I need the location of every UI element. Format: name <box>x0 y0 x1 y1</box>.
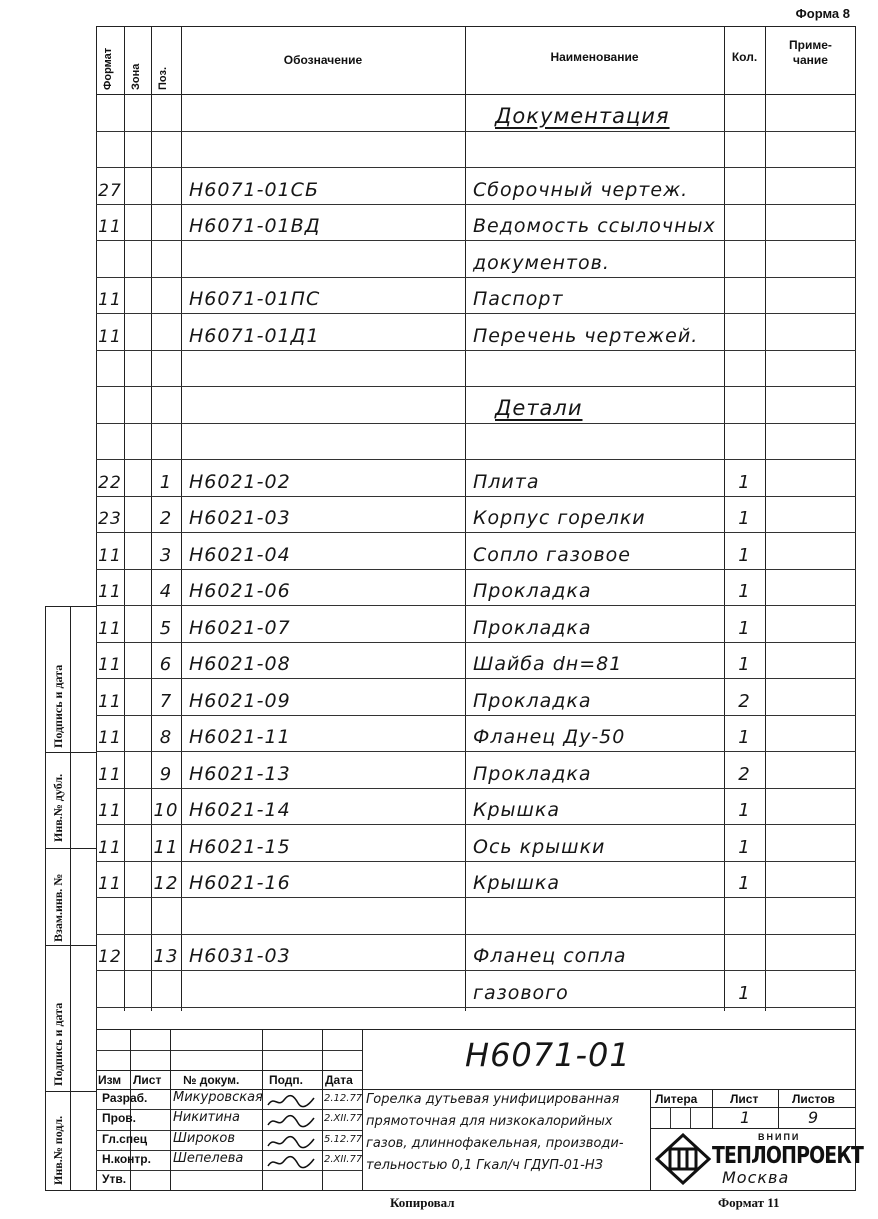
table-row <box>0 131 878 168</box>
table-row <box>0 715 878 752</box>
signature-icon <box>266 1155 316 1167</box>
name-cell: газового <box>473 981 569 1004</box>
position-cell: 11 <box>153 836 179 858</box>
title-date: 2.12.77 <box>324 1093 363 1104</box>
table-row <box>0 751 878 788</box>
tb-col <box>170 1029 171 1190</box>
table-row <box>0 423 878 460</box>
tb-line <box>650 1107 856 1108</box>
format-cell: 27 <box>98 180 122 201</box>
header-pos: Поз. <box>157 66 169 90</box>
tb-col <box>362 1029 363 1190</box>
tb-col <box>650 1089 651 1190</box>
tb-col <box>262 1029 263 1190</box>
format-cell: 11 <box>98 801 122 821</box>
designation-cell: Н6021-08 <box>189 653 291 675</box>
designation-cell: Н6021-07 <box>189 616 291 639</box>
litera-label: Литера <box>655 1092 698 1106</box>
side-stamp-left <box>45 606 46 1190</box>
format-cell: 11 <box>98 837 122 858</box>
table-row <box>0 277 878 314</box>
table-row <box>0 934 878 971</box>
format-cell: 11 <box>98 290 122 310</box>
name-cell: Фланец сопла <box>473 945 627 967</box>
name-cell: Сборочный чертеж. <box>473 178 689 201</box>
side-stamp-mid <box>70 606 71 1190</box>
org-small-label: ВНИПИ <box>758 1132 801 1142</box>
table-row <box>0 496 878 533</box>
designation-cell: Н6021-04 <box>189 543 291 566</box>
frame-top <box>96 26 856 27</box>
side-line <box>45 606 97 607</box>
name-cell: Крышка <box>473 872 561 894</box>
name-cell: Перечень чертежей. <box>473 324 699 347</box>
document-number: Н6071-01 <box>465 1036 631 1074</box>
org-city: Москва <box>722 1168 790 1187</box>
name-cell: Корпус горелки <box>473 507 646 529</box>
tb-line <box>650 1128 856 1129</box>
name-cell: Прокладка <box>473 616 592 639</box>
tb-col <box>778 1089 779 1128</box>
title-role-label: Утв. <box>102 1172 127 1186</box>
table-row <box>0 240 878 277</box>
name-cell: документов. <box>473 251 610 274</box>
table-row <box>0 642 878 679</box>
name-cell: Ось крышки <box>473 835 606 858</box>
table-row <box>0 94 878 131</box>
table-row <box>0 824 878 861</box>
side-line <box>45 752 97 753</box>
format-cell: 11 <box>98 545 122 566</box>
designation-cell: Н6021-06 <box>189 580 291 602</box>
signature-icon <box>266 1114 316 1126</box>
quantity-cell: 1 <box>738 654 751 675</box>
copied-label: Копировал <box>390 1195 455 1210</box>
position-cell: 10 <box>153 800 179 821</box>
tb-col <box>322 1029 323 1190</box>
quantity-cell: 2 <box>738 763 751 785</box>
format-cell: 11 <box>98 874 122 894</box>
designation-cell: Н6071-01ПС <box>189 288 321 310</box>
format-cell: 11 <box>98 691 122 712</box>
table-row <box>0 678 878 715</box>
designation-cell: Н6021-15 <box>189 835 291 858</box>
listov-label: Листов <box>792 1092 835 1106</box>
col-data: Дата <box>325 1073 353 1087</box>
format-cell: 11 <box>98 728 122 748</box>
side-label-sign-date-bottom: Подпись и дата <box>51 1002 65 1086</box>
row-separator <box>96 1007 856 1008</box>
description-line-3: газов, длиннофакельная, производи- <box>366 1136 624 1151</box>
signature-icon <box>266 1175 316 1187</box>
side-line <box>45 945 97 946</box>
name-cell: Детали <box>495 395 583 420</box>
format-cell: 11 <box>98 655 122 675</box>
quantity-cell: 2 <box>738 690 751 712</box>
quantity-cell: 1 <box>738 836 751 858</box>
signature-icon <box>266 1135 316 1147</box>
table-row <box>0 313 878 350</box>
description-line-2: прямоточная для низкокалорийных <box>366 1114 613 1129</box>
designation-cell: Н6021-02 <box>189 470 291 493</box>
title-role-label: Гл.спец <box>102 1132 148 1146</box>
designation-cell: Н6021-03 <box>189 507 291 529</box>
format-label: Формат 11 <box>718 1195 780 1210</box>
side-label-vzam-inv: Взам.инв. № <box>51 873 65 942</box>
header-zone: Зона <box>130 63 142 90</box>
table-row <box>0 605 878 642</box>
designation-cell: Н6021-09 <box>189 689 291 712</box>
frame-bottom <box>45 1190 856 1191</box>
format-cell: 22 <box>98 472 122 493</box>
table-row <box>0 569 878 606</box>
tb-col <box>712 1089 713 1128</box>
format-cell: 11 <box>98 217 122 237</box>
name-cell: Шайба dн=81 <box>473 653 623 675</box>
table-row <box>0 459 878 496</box>
title-role-label: Разраб. <box>102 1091 148 1105</box>
signature-icon <box>266 1094 316 1106</box>
side-label-inv-podl: Инв.№ подл. <box>51 1115 65 1185</box>
format-cell: 11 <box>98 764 122 785</box>
quantity-cell: 1 <box>738 544 751 566</box>
quantity-cell: 1 <box>738 873 751 894</box>
col-doc: № докум. <box>183 1073 240 1087</box>
designation-cell: Н6021-14 <box>189 799 291 821</box>
position-cell: 12 <box>153 873 179 894</box>
header-format: Формат <box>102 47 114 90</box>
title-person-name: Микуровская <box>173 1090 263 1105</box>
title-block-top <box>96 1029 856 1030</box>
header-note: Приме- чание <box>789 38 832 67</box>
tb-col <box>690 1107 691 1128</box>
name-cell: Документация <box>495 103 670 128</box>
listov-value: 9 <box>808 1108 820 1127</box>
designation-cell: Н6071-01Д1 <box>189 324 320 347</box>
title-role-label: Пров. <box>102 1111 136 1125</box>
designation-cell: Н6071-01СБ <box>189 178 319 201</box>
position-cell: 1 <box>159 471 173 493</box>
quantity-cell: 1 <box>738 982 751 1004</box>
header-designation: Обозначение <box>283 53 363 67</box>
format-cell: 11 <box>98 582 122 602</box>
name-cell: Фланец Ду-50 <box>473 726 626 748</box>
title-date: 2.XII.77 <box>324 1154 363 1165</box>
position-cell: 9 <box>159 763 173 785</box>
name-cell: Ведомость ссылочных <box>473 215 716 237</box>
header-name: Наименование <box>550 50 639 64</box>
title-person-name: Широков <box>173 1131 236 1146</box>
list-value: 1 <box>740 1108 752 1127</box>
position-cell: 7 <box>159 690 173 712</box>
teploproekt-logo-icon <box>655 1133 711 1185</box>
format-cell: 11 <box>98 326 122 347</box>
name-cell: Крышка <box>473 799 561 821</box>
table-row <box>0 970 878 1007</box>
table-row <box>0 204 878 241</box>
list-label: Лист <box>730 1092 759 1106</box>
designation-cell: Н6021-13 <box>189 762 291 785</box>
position-cell: 5 <box>159 617 173 639</box>
format-cell: 11 <box>98 618 122 639</box>
description-line-1: Горелка дутьевая унифицированная <box>366 1092 620 1107</box>
table-row <box>0 350 878 387</box>
position-cell: 3 <box>159 544 173 566</box>
position-cell: 13 <box>153 946 179 967</box>
table-row <box>0 861 878 898</box>
format-cell: 12 <box>98 947 122 967</box>
title-role-label: Н.контр. <box>102 1152 151 1166</box>
org-name: ТЕПЛОПРОЕКТ <box>712 1143 864 1169</box>
form-label: Форма 8 <box>795 6 850 21</box>
quantity-cell: 1 <box>738 800 751 821</box>
side-label-inv-dubl: Инв.№ дубл. <box>51 773 65 842</box>
title-date: 2.XII.77 <box>324 1113 363 1124</box>
title-date: 5.12.77 <box>324 1134 363 1145</box>
side-line <box>45 1091 97 1092</box>
position-cell: 6 <box>159 654 173 675</box>
header-qty: Кол. <box>731 50 758 64</box>
position-cell: 8 <box>159 727 173 748</box>
table-row <box>0 386 878 423</box>
side-label-sign-date-top: Подпись и дата <box>51 664 65 748</box>
quantity-cell: 1 <box>738 617 751 639</box>
name-cell: Прокладка <box>473 580 592 602</box>
table-row <box>0 532 878 569</box>
quantity-cell: 1 <box>738 508 751 529</box>
col-list: Лист <box>133 1073 162 1087</box>
col-izm: Изм <box>98 1073 122 1087</box>
table-row <box>0 167 878 204</box>
title-person-name: Никитина <box>173 1110 241 1125</box>
position-cell: 2 <box>159 508 173 529</box>
title-person-name: Шепелева <box>173 1151 244 1166</box>
name-cell: Сопло газовое <box>473 543 631 566</box>
col-podp: Подп. <box>269 1073 303 1087</box>
name-cell: Прокладка <box>473 689 592 712</box>
quantity-cell: 1 <box>738 581 751 602</box>
name-cell: Паспорт <box>473 288 564 310</box>
designation-cell: Н6031-03 <box>189 945 291 967</box>
quantity-cell: 1 <box>738 727 751 748</box>
position-cell: 4 <box>159 581 173 602</box>
tb-col <box>670 1107 671 1128</box>
quantity-cell: 1 <box>738 471 751 493</box>
table-row <box>0 897 878 934</box>
side-line <box>45 848 97 849</box>
table-row <box>0 788 878 825</box>
description-line-4: тельностью 0,1 Гкал/ч ГДУП-01-НЗ <box>366 1158 603 1173</box>
designation-cell: Н6021-11 <box>189 726 291 748</box>
designation-cell: Н6071-01ВД <box>189 215 321 237</box>
name-cell: Плита <box>473 470 540 493</box>
format-cell: 23 <box>98 509 122 529</box>
name-cell: Прокладка <box>473 762 592 785</box>
designation-cell: Н6021-16 <box>189 872 291 894</box>
